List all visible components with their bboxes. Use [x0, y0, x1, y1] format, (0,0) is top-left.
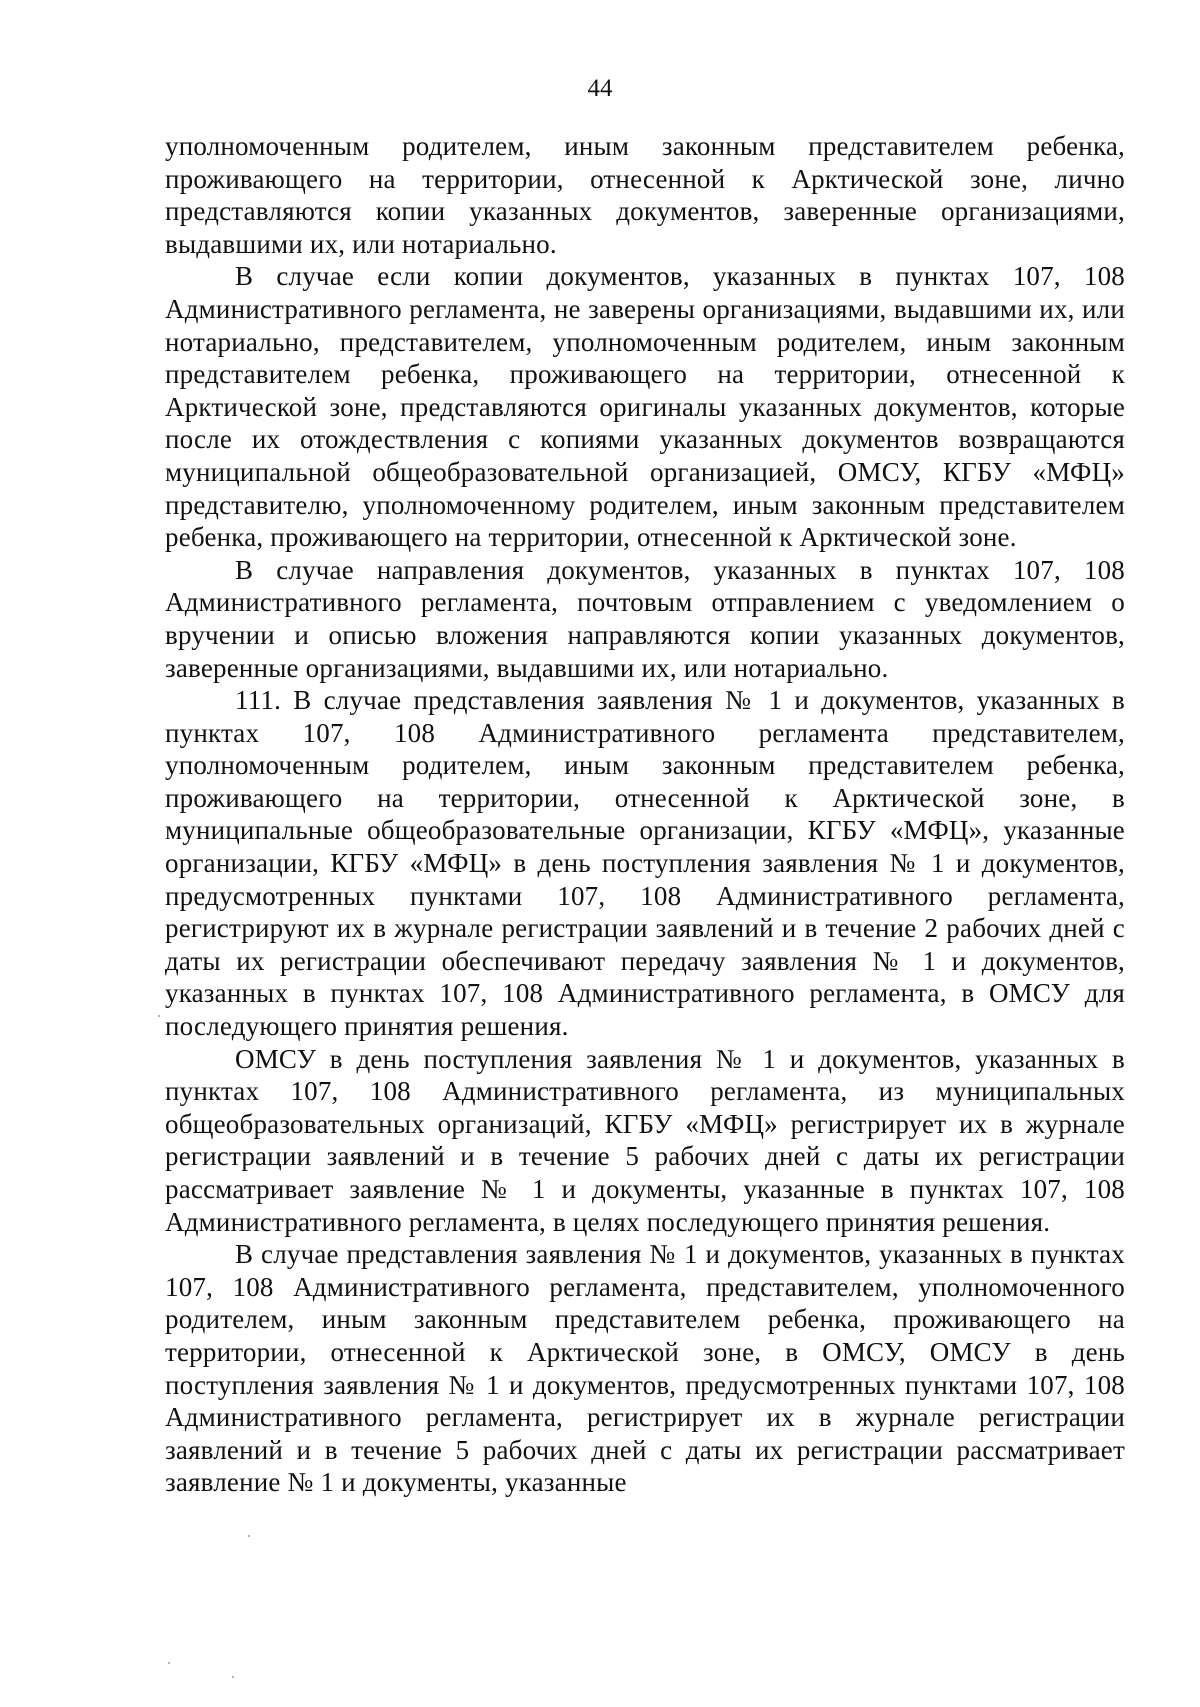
scan-speck [248, 1535, 250, 1537]
paragraph-omsu-direct: В случае представления заявления № 1 и документов, указанных в пунктах 107, 108 Административного регламента, представителем, уполномоченного родителем, иным законным представителем ребенка, проживающего на территории, отнесенной к Арктической зоне, в ОМСУ, ОМСУ в день поступления заявления № 1 и документов, предусмотренных пунктами 107, 108 Административного регламента, регистрирует их в журнале регистрации заявлений и в течение 5 рабочих дней с даты их регистрации рассматривает заявление № 1 и документы, указанные [165, 1239, 1125, 1498]
scan-speck [168, 1662, 170, 1664]
document-body [165, 130, 1125, 1499]
paragraph-clause-111: 111. В случае представления заявления № 1 и документов, указанных в пунктах 107, 108 Административного регламента представителем, уполномоченным родителем, иным законным представителем ребенка, проживающего на территории, отнесенной к Арктической зоне, в муниципальные общеобразовательные организации, КГБУ «МФЦ», указанные организации, КГБУ «МФЦ» в день поступления заявления № 1 и документов, предусмотренных пунктами 107, 108 Административного регламента, регистрируют их в журнале регистрации заявлений и в течение 2 рабочих дней с даты их регистрации обеспечивают передачу заявления № 1 и документов, указанных в пунктах 107, 108 Административного регламента, в ОМСУ для последующего принятия решения. [165, 685, 1125, 1042]
scan-speck [232, 1676, 234, 1678]
paragraph-omsu-registration: ОМСУ в день поступления заявления № 1 и документов, указанных в пунктах 107, 108 Административного регламента, из муниципальных общеобразовательных организаций, КГБУ «МФЦ» регистрирует их в журнале регистрации заявлений и в течение 5 рабочих дней с даты их регистрации рассматривает заявление № 1 и документы, указанные в пунктах 107, 108 Административного регламента, в целях последующего принятия решения. [165, 1043, 1125, 1237]
paragraph-postal: В случае направления документов, указанных в пунктах 107, 108 Административного регламента, почтовым отправлением с уведомлением о вручении и описью вложения направляются копии указанных документов, заверенные организациями, выдавшими их, или нотариально. [165, 554, 1125, 683]
scan-speck [158, 1015, 160, 1017]
paragraph-continuation: уполномоченным родителем, иным законным представителем ребенка, проживающего на территории, отнесенной к Арктической зоне, лично представляются копии указанных документов, заверенные организациями, выдавшими их, или нотариально. [165, 131, 1125, 259]
paragraph-originals: В случае если копии документов, указанных в пунктах 107, 108 Административного регламента, не заверены организациями, выдавшими их, или нотариально, представителем, уполномоченным родителем, иным законным представителем ребенка, проживающего на территории, отнесенной к Арктической зоне, представляются оригиналы указанных документов, которые после их отождествления с копиями указанных документов возвращаются муниципальной общеобразовательной организацией, ОМСУ, КГБУ «МФЦ» представителю, уполномоченному родителем, иным законным представителем ребенка, проживающего на территории, отнесенной к Арктической зоне. [165, 261, 1125, 553]
page-number: 44 [587, 75, 613, 102]
